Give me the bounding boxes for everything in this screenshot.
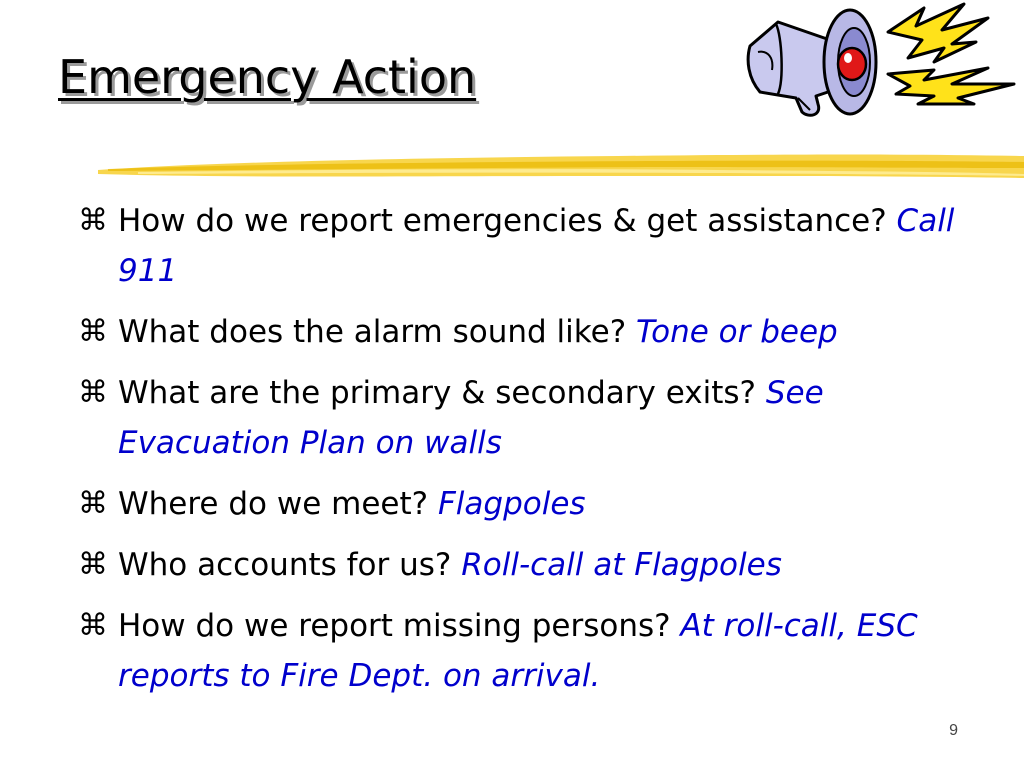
bullet-answer: At roll-call, ESC reports to Fire Dept. on arrival. <box>118 608 918 694</box>
bullet-question: What are the primary & secondary exits? <box>118 375 766 411</box>
gold-brush-divider <box>98 148 1024 188</box>
bullet-question: Who accounts for us? <box>118 547 462 583</box>
slide-title: Emergency Action <box>58 50 477 104</box>
bullet-item <box>78 368 978 468</box>
bullet-item <box>78 196 978 296</box>
bullet-item <box>78 479 978 529</box>
bullet-item <box>78 307 978 357</box>
bullet-list <box>78 196 978 712</box>
bullet-answer: See Evacuation Plan on walls <box>118 375 824 461</box>
page-number: 9 <box>949 722 958 739</box>
command-bullet-icon: ⌘ <box>78 203 108 238</box>
bullet-answer: Roll-call at Flagpoles <box>461 547 782 583</box>
bullet-answer: Flagpoles <box>437 486 586 522</box>
bullet-item <box>78 540 978 590</box>
command-bullet-icon: ⌘ <box>78 486 108 521</box>
command-bullet-icon: ⌘ <box>78 547 108 582</box>
command-bullet-icon: ⌘ <box>78 375 108 410</box>
bullet-question: What does the alarm sound like? <box>118 314 637 350</box>
megaphone-lightning-icon <box>738 0 1024 126</box>
bullet-answer: Tone or beep <box>636 314 838 350</box>
bullet-question: Where do we meet? <box>118 486 438 522</box>
bullet-question: How do we report emergencies & get assistance? <box>118 203 897 239</box>
command-bullet-icon: ⌘ <box>78 314 108 349</box>
bullet-answer: Call 911 <box>118 203 955 289</box>
bullet-item <box>78 601 978 701</box>
bullet-question: How do we report missing persons? <box>118 608 681 644</box>
command-bullet-icon: ⌘ <box>78 608 108 643</box>
